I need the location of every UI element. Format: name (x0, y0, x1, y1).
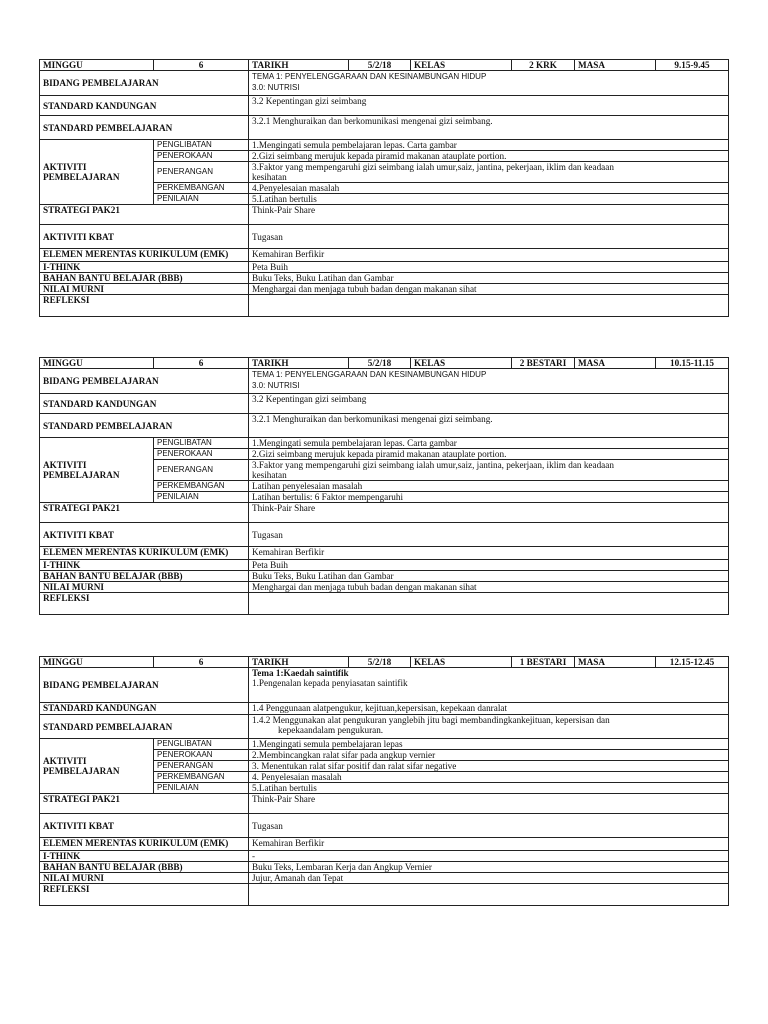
emk-value: Kemahiran Berfikir (249, 547, 729, 560)
nilai-value: Menghargai dan menjaga tubuh badan dengan makanan sihat (249, 284, 729, 295)
standard-pembelajaran-line-1: 3.2.1 Menghuraikan dan berkomunikasi mengenai gizi seimbang. (252, 116, 493, 126)
standard-pembelajaran-value (249, 715, 729, 739)
kelas-label: KELAS (411, 60, 512, 71)
refleksi-label: REFLEKSI (40, 295, 249, 317)
tarikh-value: 5/2/18 (349, 358, 411, 369)
strategi-label: STRATEGI PAK21 (40, 794, 249, 814)
ithink-value: Peta Buih (249, 560, 729, 571)
kelas-value: 2 KRK (512, 60, 575, 71)
penglibatan-label: PENGLIBATAN (154, 140, 249, 151)
penerangan-line-1: 3.Faktor yang mempengaruhi gizi seimbang ialah umur,saiz, jantina, pekerjaan, iklim dan keadaan (252, 460, 614, 470)
bbb-value: Buku Teks, Buku Latihan dan Gambar (249, 571, 729, 582)
penerokaan-value: 2.Membincangkan ralat sifar pada angkup vernier (249, 750, 729, 761)
penglibatan-value: 1.Mengingati semula pembelajaran lepas. Carta gambar (249, 140, 729, 151)
penerokaan-value: 2.Gizi seimbang merujuk kepada piramid makanan atauplate portion. (249, 449, 729, 460)
lesson-plan-table-2 (39, 357, 729, 615)
aktiviti-label-line-2: PEMBELAJARAN (43, 766, 120, 776)
minggu-value: 6 (154, 358, 249, 369)
bidang-label: BIDANG PEMBELAJARAN (40, 369, 249, 394)
emk-value: Kemahiran Berfikir (249, 249, 729, 262)
ithink-label: I-THINK (40, 262, 249, 273)
standard-kandungan-value: 3.2 Kepentingan gizi seimbang (249, 394, 729, 414)
bidang-line-1: TEMA 1: PENYELENGGARAAN DAN KESINAMBUNGAN HIDUP (252, 370, 487, 379)
bidang-value (249, 668, 729, 703)
nilai-label: NILAI MURNI (40, 284, 249, 295)
strategi-value: Think-Pair Share (249, 205, 729, 225)
tarikh-label: TARIKH (249, 60, 349, 71)
bidang-line-2: 3.0: NUTRISI (252, 381, 300, 390)
bbb-label: BAHAN BANTU BELAJAR (BBB) (40, 571, 249, 582)
standard-kandungan-value: 3.2 Kepentingan gizi seimbang (249, 96, 729, 116)
tarikh-label: TARIKH (249, 358, 349, 369)
emk-label: ELEMEN MERENTAS KURIKULUM (EMK) (40, 547, 249, 560)
bbb-label: BAHAN BANTU BELAJAR (BBB) (40, 273, 249, 284)
nilai-label: NILAI MURNI (40, 582, 249, 593)
minggu-value: 6 (154, 60, 249, 71)
aktiviti-label (40, 438, 154, 503)
bidang-label: BIDANG PEMBELAJARAN (40, 668, 249, 703)
penerangan-value (249, 460, 729, 481)
penglibatan-value: 1.Mengingati semula pembelajaran lepas (249, 739, 729, 750)
penilaian-label: PENILAIAN (154, 492, 249, 503)
aktiviti-label (40, 739, 154, 794)
ithink-value: - (249, 851, 729, 862)
refleksi-label: REFLEKSI (40, 593, 249, 615)
standard-pembelajaran-label: STANDARD PEMBELAJARAN (40, 715, 249, 739)
minggu-label: MINGGU (40, 657, 154, 668)
aktiviti-label-line-2: PEMBELAJARAN (43, 470, 120, 480)
aktiviti-label-line-1: AKTIVITI (43, 460, 87, 470)
kelas-value: 2 BESTARI (512, 358, 575, 369)
standard-pembelajaran-value (249, 414, 729, 438)
masa-value: 12.15-12.45 (656, 657, 729, 668)
strategi-value: Think-Pair Share (249, 503, 729, 523)
perkembangan-value: 4. Penyelesaian masalah (249, 772, 729, 783)
strategi-value: Think-Pair Share (249, 794, 729, 814)
penilaian-value: Latihan bertulis: 6 Faktor mempengaruhi (249, 492, 729, 503)
penerangan-line-1: 3. Menentukan ralat sifar positif dan ralat sifar negative (252, 761, 457, 771)
masa-label: MASA (575, 358, 656, 369)
perkembangan-label: PERKEMBANGAN (154, 772, 249, 783)
penerangan-line-2: kesihatan (252, 172, 287, 182)
ithink-label: I-THINK (40, 851, 249, 862)
standard-pembelajaran-line-2 (252, 126, 278, 136)
bidang-line-1: TEMA 1: PENYELENGGARAAN DAN KESINAMBUNGAN HIDUP (252, 72, 487, 81)
ithink-value: Peta Buih (249, 262, 729, 273)
kbat-value: Tugasan (249, 523, 729, 547)
aktiviti-label (40, 140, 154, 205)
bidang-value (249, 369, 729, 394)
masa-label: MASA (575, 657, 656, 668)
nilai-value: Jujur, Amanah dan Tepat (249, 873, 729, 884)
penilaian-value: 5.Latihan bertulis (249, 783, 729, 794)
penerangan-label: PENERANGAN (154, 761, 249, 772)
emk-value: Kemahiran Berfikir (249, 838, 729, 851)
strategi-label: STRATEGI PAK21 (40, 205, 249, 225)
bbb-value: Buku Teks, Lembaran Kerja dan Angkup Vernier (249, 862, 729, 873)
standard-kandungan-label: STANDARD KANDUNGAN (40, 703, 249, 715)
bbb-value: Buku Teks, Buku Latihan dan Gambar (249, 273, 729, 284)
penerangan-value (249, 761, 729, 772)
minggu-label: MINGGU (40, 60, 154, 71)
penerangan-line-1: 3.Faktor yang mempengaruhi gizi seimbang ialah umur,saiz, jantina, pekerjaan, iklim dan keadaan (252, 162, 614, 172)
penilaian-label: PENILAIAN (154, 783, 249, 794)
emk-label: ELEMEN MERENTAS KURIKULUM (EMK) (40, 838, 249, 851)
penglibatan-label: PENGLIBATAN (154, 739, 249, 750)
penglibatan-label: PENGLIBATAN (154, 438, 249, 449)
minggu-value: 6 (154, 657, 249, 668)
strategi-label: STRATEGI PAK21 (40, 503, 249, 523)
nilai-value: Menghargai dan menjaga tubuh badan dengan makanan sihat (249, 582, 729, 593)
kbat-label: AKTIVITI KBAT (40, 814, 249, 838)
penerokaan-label: PENEROKAAN (154, 151, 249, 162)
standard-kandungan-label: STANDARD KANDUNGAN (40, 394, 249, 414)
perkembangan-label: PERKEMBANGAN (154, 481, 249, 492)
penerangan-line-2: kesihatan (252, 470, 287, 480)
refleksi-value (249, 295, 729, 317)
standard-kandungan-label: STANDARD KANDUNGAN (40, 96, 249, 116)
bbb-label: BAHAN BANTU BELAJAR (BBB) (40, 862, 249, 873)
penerokaan-value: 2.Gizi seimbang merujuk kepada piramid makanan atauplate portion. (249, 151, 729, 162)
masa-label: MASA (575, 60, 656, 71)
tarikh-value: 5/2/18 (349, 657, 411, 668)
lesson-plan-table-3 (39, 656, 729, 906)
penilaian-label: PENILAIAN (154, 194, 249, 205)
refleksi-value (249, 593, 729, 615)
standard-pembelajaran-line-2: kepekaandalam pengukuran. (278, 725, 384, 735)
penerangan-label: PENERANGAN (154, 460, 249, 481)
standard-kandungan-value: 1.4 Penggunaan alatpengukur, kejituan,kepersisan, kepekaan danralat (249, 703, 729, 715)
nilai-label: NILAI MURNI (40, 873, 249, 884)
bidang-line-2: 3.0: NUTRISI (252, 83, 300, 92)
bidang-value (249, 71, 729, 96)
standard-pembelajaran-line-2 (252, 424, 278, 434)
standard-pembelajaran-line-1: 1.4.2 Menggunakan alat pengukuran yanglebih jitu bagi membandingkankejituan, kepersisan dan (252, 715, 610, 725)
perkembangan-value: Latihan penyelesaian masalah (249, 481, 729, 492)
perkembangan-value: 4.Penyelesaian masalah (249, 183, 729, 194)
kbat-label: AKTIVITI KBAT (40, 225, 249, 249)
aktiviti-label-line-1: AKTIVITI (43, 756, 87, 766)
penilaian-value: 5.Latihan bertulis (249, 194, 729, 205)
penerokaan-label: PENEROKAAN (154, 449, 249, 460)
refleksi-label: REFLEKSI (40, 884, 249, 906)
penerangan-label: PENERANGAN (154, 162, 249, 183)
standard-pembelajaran-label: STANDARD PEMBELAJARAN (40, 116, 249, 140)
bidang-label: BIDANG PEMBELAJARAN (40, 71, 249, 96)
kelas-value: 1 BESTARI (512, 657, 575, 668)
minggu-label: MINGGU (40, 358, 154, 369)
bidang-line-2: 1.Pengenalan kepada penyiasatan saintifik (252, 678, 408, 688)
standard-pembelajaran-label: STANDARD PEMBELAJARAN (40, 414, 249, 438)
masa-value: 9.15-9.45 (656, 60, 729, 71)
penglibatan-value: 1.Mengingati semula pembelajaran lepas. Carta gambar (249, 438, 729, 449)
kbat-value: Tugasan (249, 814, 729, 838)
perkembangan-label: PERKEMBANGAN (154, 183, 249, 194)
kelas-label: KELAS (411, 657, 512, 668)
ithink-label: I-THINK (40, 560, 249, 571)
lesson-plan-table-1 (39, 59, 729, 317)
kbat-value: Tugasan (249, 225, 729, 249)
standard-pembelajaran-value (249, 116, 729, 140)
tarikh-label: TARIKH (249, 657, 349, 668)
bidang-line-1: Tema 1:Kaedah saintifik (252, 668, 349, 678)
penerangan-value (249, 162, 729, 183)
aktiviti-label-line-2: PEMBELAJARAN (43, 172, 120, 182)
emk-label: ELEMEN MERENTAS KURIKULUM (EMK) (40, 249, 249, 262)
kbat-label: AKTIVITI KBAT (40, 523, 249, 547)
kelas-label: KELAS (411, 358, 512, 369)
penerokaan-label: PENEROKAAN (154, 750, 249, 761)
tarikh-value: 5/2/18 (349, 60, 411, 71)
masa-value: 10.15-11.15 (656, 358, 729, 369)
aktiviti-label-line-1: AKTIVITI (43, 162, 87, 172)
standard-pembelajaran-line-1: 3.2.1 Menghuraikan dan berkomunikasi mengenai gizi seimbang. (252, 414, 493, 424)
refleksi-value (249, 884, 729, 906)
